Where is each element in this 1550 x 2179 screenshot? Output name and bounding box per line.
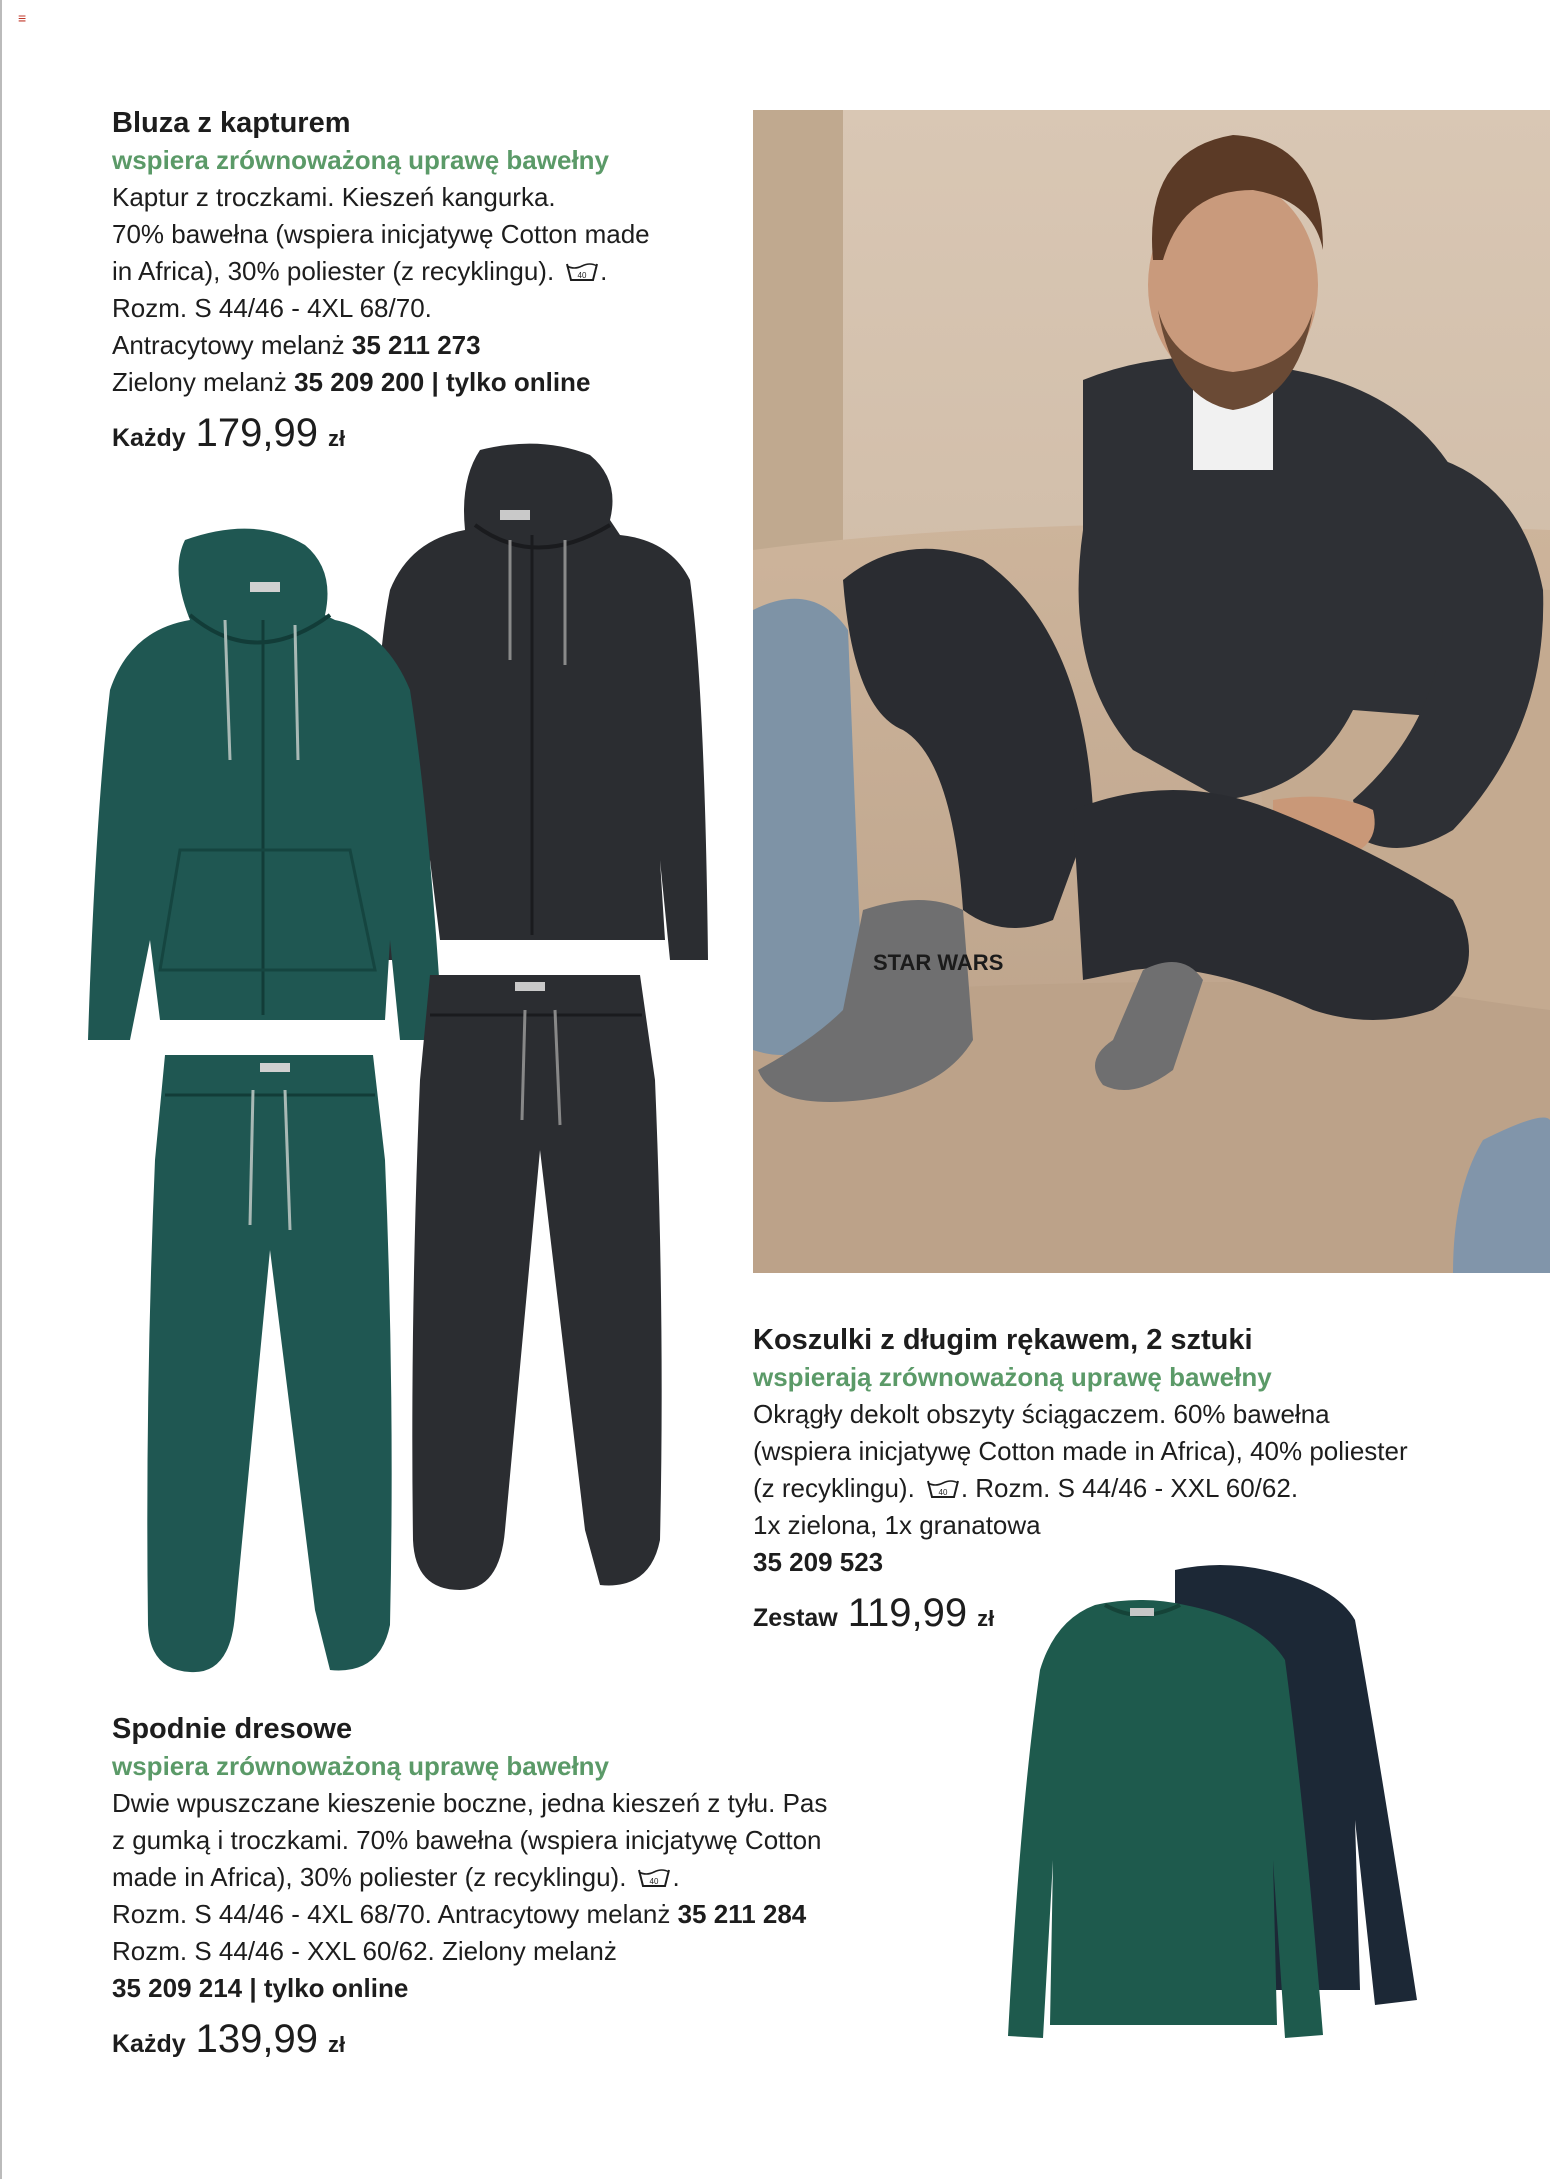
pants-code-1: 35 211 284 bbox=[677, 1899, 807, 1929]
hoodie-green-image bbox=[85, 520, 445, 1045]
hoodie-description bbox=[112, 104, 650, 457]
shirts-line3: (z recyklingu). 40 . Rozm. S 44/46 - XXL 60/62. bbox=[753, 1473, 1299, 1503]
pants-sizes-2: Rozm. S 44/46 - XXL 60/62. Zielony melanż bbox=[112, 1936, 617, 1966]
hoodie-code-1: 35 211 273 bbox=[351, 330, 481, 360]
hoodie-variant-2: Zielony melanż 35 209 200 | tylko online bbox=[112, 367, 591, 397]
hoodie-sizes: Rozm. S 44/46 - 4XL 68/70. bbox=[112, 293, 432, 323]
left-edge-line bbox=[0, 0, 2, 2179]
wash-40-icon bbox=[566, 262, 598, 282]
pants-sizes-1: Rozm. S 44/46 - 4XL 68/70. Antracytowy melanż 35 211 284 bbox=[112, 1899, 807, 1929]
sock-print: STAR WARS bbox=[873, 950, 1004, 975]
shirts-line1: Okrągły dekolt obszyty ściągaczem. 60% bawełna bbox=[753, 1399, 1330, 1429]
shirts-code: 35 209 523 bbox=[753, 1547, 884, 1577]
shirts-title: Koszulki z długim rękawem, 2 sztuki bbox=[753, 1324, 1253, 1356]
hoodie-price-value: 179,99 bbox=[195, 411, 318, 455]
pants-green-image bbox=[145, 1050, 395, 1675]
pants-description bbox=[112, 1710, 827, 2063]
shirts-line2: (wspiera inicjatywę Cotton made in Africa), 40% poliester bbox=[753, 1436, 1408, 1466]
pants-line2: z gumką i troczkami. 70% bawełna (wspiera inicjatywę Cotton bbox=[112, 1825, 822, 1855]
shirts-price: Zestaw 119,99 zł bbox=[753, 1591, 995, 1635]
pants-line1: Dwie wpuszczane kieszenie boczne, jedna kieszeń z tyłu. Pas bbox=[112, 1788, 828, 1818]
wash-40-icon bbox=[927, 1479, 959, 1499]
pants-anthracite-image bbox=[410, 970, 665, 1595]
shirts-image bbox=[1005, 1560, 1425, 2040]
svg-text:40: 40 bbox=[938, 1488, 948, 1497]
wash-40-icon bbox=[638, 1868, 670, 1888]
hoodie-line3: in Africa), 30% poliester (z recyklingu). 40 . bbox=[112, 256, 608, 286]
shirts-subtitle: wspierają zrównoważoną uprawę bawełny bbox=[753, 1362, 1272, 1392]
pants-subtitle: wspiera zrównoważoną uprawę bawełny bbox=[112, 1751, 610, 1781]
shirts-price-value: 119,99 bbox=[847, 1591, 968, 1635]
hoodie-line2: 70% bawełna (wspiera inicjatywę Cotton made bbox=[112, 219, 650, 249]
svg-text:40: 40 bbox=[577, 271, 587, 280]
shirts-colors: 1x zielona, 1x granatowa bbox=[753, 1510, 1041, 1540]
hoodie-price: Każdy 179,99 zł bbox=[112, 411, 346, 455]
pants-line3: made in Africa), 30% poliester (z recyklingu). 40 . bbox=[112, 1862, 680, 1892]
lifestyle-photo bbox=[753, 110, 1550, 1273]
svg-text:40: 40 bbox=[649, 1877, 659, 1886]
hoodie-subtitle: wspiera zrównoważoną uprawę bawełny bbox=[112, 145, 610, 175]
pants-code-2: 35 209 214 | tylko online bbox=[112, 1973, 409, 2003]
hoodie-line1: Kaptur z troczkami. Kieszeń kangurka. bbox=[112, 182, 556, 212]
hoodie-variant-1: Antracytowy melanż 35 211 273 bbox=[112, 330, 481, 360]
page-marker: ≡ bbox=[18, 10, 27, 26]
hoodie-code-2: 35 209 200 | tylko online bbox=[294, 367, 591, 397]
pants-price: Każdy 139,99 zł bbox=[112, 2017, 346, 2061]
pants-price-value: 139,99 bbox=[195, 2017, 318, 2061]
hoodie-title: Bluza z kapturem bbox=[112, 107, 351, 139]
pants-title: Spodnie dresowe bbox=[112, 1713, 353, 1745]
